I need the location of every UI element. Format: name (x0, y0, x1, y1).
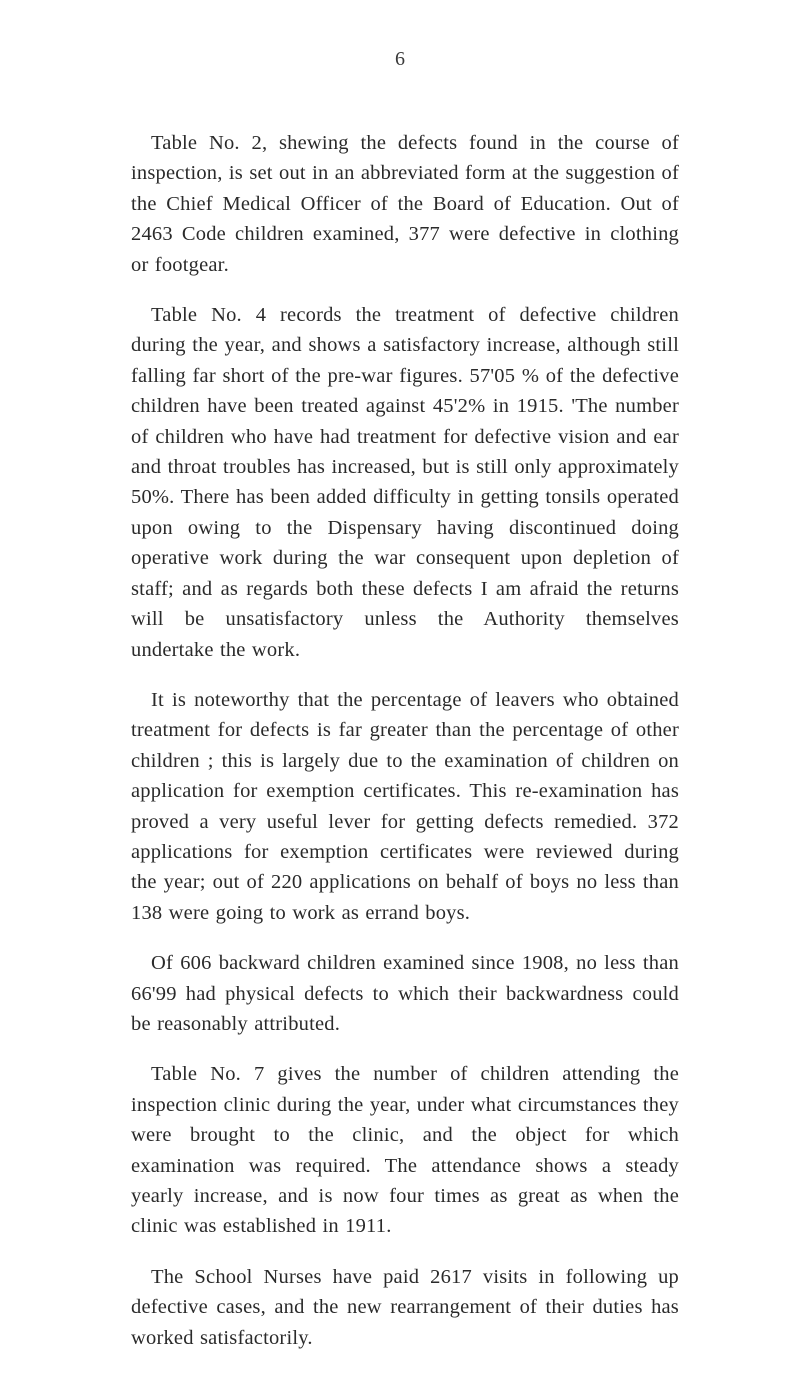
paragraph-table-2: Table No. 2, shewing the defects found in the course of inspection, is set out in an abbreviated form at the suggestion of the Chief Medical Officer of the Board of Education. Out of 2463 Code children examined, 377 were defective in clothing or footgear. (131, 132, 679, 276)
paragraph-leavers: It is noteworthy that the percentage of leavers who obtained treatment for defects is far greater than the percentage of other children ; this is largely due to the examination of children on application for exemption certificates. This re-examination has proved a very useful lever for getting defects remedied. 372 applications for exemption certificates were reviewed during the year; out of 220 applications on behalf of boys no less than 138 were going to work as errand boys. (131, 688, 679, 924)
paragraph-backward-children: Of 606 backward children examined since 1908, no less than 66'99 had physical defects to which their backwardness could be reasonably attributed. (131, 952, 679, 1035)
paragraph-table-7: Table No. 7 gives the number of children attending the inspection clinic during the year, under what circumstances they were brought to the clinic, and the object for which examination was required. The attendance shows a steady yearly increase, and is now four times as great as when the clinic was established in 1911. (131, 1063, 679, 1238)
paragraph-table-4: Table No. 4 records the treatment of defective children during the year, and shows a satisfactory increase, although still falling far short of the pre-war figures. 57'05 % of the defective children have been treated against 45'2% in 1915. 'The number of children who have had treatment for defective vision and ear and throat troubles has increased, but is still only approximately 50%. There has been added difficulty in getting tonsils operated upon owing to the Dispensary having discontinued doing operative work during the war consequent upon depletion of staff; and as regards both these defects I am afraid the returns will be unsatisfactory unless the Authority themselves undertake the work. (131, 304, 679, 661)
document-body (131, 128, 679, 1373)
paragraph-school-nurses: The School Nurses have paid 2617 visits in following up defective cases, and the new rearrangement of their duties has worked satisfactorily. (131, 1265, 679, 1349)
page-number: 6 (395, 48, 405, 70)
